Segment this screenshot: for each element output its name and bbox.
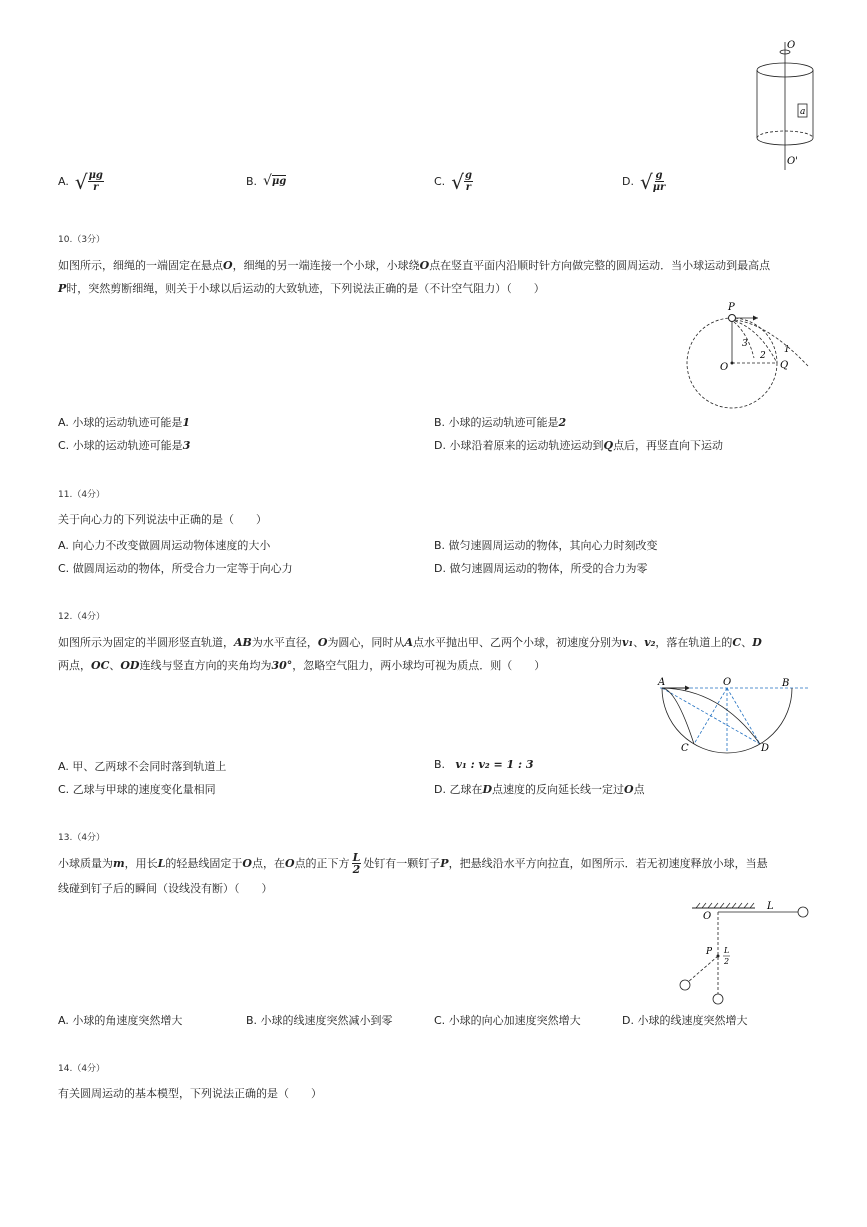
q9-option-b-letter: B. xyxy=(246,174,258,188)
q10-fig-Q: Q xyxy=(780,360,789,371)
q12-l2b: 、 xyxy=(109,659,121,672)
q12-d-text-a: 乙球在 xyxy=(449,783,483,796)
q11-option-b[interactable] xyxy=(434,537,658,553)
q9-option-c-letter: C. xyxy=(434,175,446,188)
q12-v2: v₂ xyxy=(644,636,656,649)
q9-c-num: g xyxy=(464,170,472,181)
q9-option-a[interactable] xyxy=(58,170,104,193)
q12-deg: 30° xyxy=(271,659,293,672)
q13-header xyxy=(58,830,105,843)
q9-option-b[interactable] xyxy=(246,174,286,188)
q10-b-math: 2 xyxy=(558,416,567,429)
q13-s4: 点，在 xyxy=(251,856,285,870)
q10-header xyxy=(58,232,105,245)
q10-circle-figure xyxy=(680,296,815,411)
q12-s3: 为圆心，同时从 xyxy=(327,636,405,649)
q10-a-text: 小球的运动轨迹可能是 xyxy=(72,416,183,429)
q12-b-letter: B. xyxy=(434,758,446,771)
q9-option-d-letter: D. xyxy=(622,175,634,188)
q10-s1: 如图所示，细绳的一端固定在悬点 xyxy=(58,259,223,272)
q12-OD: OD xyxy=(120,659,140,672)
q12-d-text-b: 点速度的反向延长线一定过 xyxy=(492,783,625,796)
q10-c-letter: C. xyxy=(58,439,70,452)
q10-fig-P: P xyxy=(728,302,735,313)
q9-fig-label-top: O xyxy=(787,40,796,51)
q9-a-den: r xyxy=(93,182,99,193)
q14-score: （4分） xyxy=(72,1064,106,1074)
q10-option-a[interactable] xyxy=(58,414,190,430)
q13-stem-line1 xyxy=(58,852,768,875)
q12-OC: OC xyxy=(91,659,110,672)
q12-C: C xyxy=(732,636,742,649)
q14-header xyxy=(58,1061,105,1074)
q11-a-letter: A. xyxy=(58,539,69,552)
q12-s2: 为水平直径， xyxy=(251,636,318,649)
q12-l2d: ，忽略空气阻力，两小球均可视为质点．则（ ） xyxy=(292,659,546,672)
q10-P: P xyxy=(58,282,67,295)
q13-s6: 处钉有一颗钉子 xyxy=(363,856,441,870)
q12-fig-C: C xyxy=(681,743,689,754)
q12-l2c: 连线与竖直方向的夹角均为 xyxy=(139,659,272,672)
q11-d-letter: D. xyxy=(434,562,446,575)
q13-fig-O: O xyxy=(703,911,712,922)
q12-option-d[interactable] xyxy=(434,781,645,797)
q12-s6: 、 xyxy=(741,636,753,649)
q11-d-text: 做匀速圆周运动的物体，所受的合力为零 xyxy=(449,562,648,575)
q9-fig-label-bottom: O' xyxy=(787,156,798,167)
q10-O: O xyxy=(223,259,233,272)
q13-s3: 的轻悬线固定于 xyxy=(165,856,243,870)
q9-a-num: μg xyxy=(88,170,103,181)
q12-header xyxy=(58,609,105,622)
q10-stem-line1 xyxy=(58,255,770,277)
q13-score: （4分） xyxy=(72,833,106,843)
q12-b-math: v₁ : v₂ = 1 : 3 xyxy=(455,758,534,771)
q12-stem-line2 xyxy=(58,655,545,677)
q12-s4: 点水平抛出甲、乙两个小球，初速度分别为 xyxy=(412,636,622,649)
q13-option-c[interactable] xyxy=(434,1012,581,1028)
q12-sep: 、 xyxy=(633,636,645,649)
q12-d-letter: D. xyxy=(434,783,446,796)
q9-c-den: r xyxy=(465,182,472,193)
q11-option-d[interactable] xyxy=(434,560,647,576)
q10-a-math: 1 xyxy=(182,416,190,429)
q12-semicircle-figure xyxy=(650,675,815,755)
q11-c-letter: C. xyxy=(58,562,70,575)
q10-d-text-a: 小球沿着原来的运动轨迹运动到 xyxy=(449,439,604,452)
q12-s5: ，落在轨道上的 xyxy=(655,636,733,649)
q12-a-letter: A. xyxy=(58,760,69,773)
q12-d-m2: O xyxy=(624,783,634,796)
q12-fig-A: A xyxy=(658,677,666,688)
q9-option-d[interactable] xyxy=(622,170,665,193)
q12-c-letter: C. xyxy=(58,783,70,796)
q13-a-letter: A. xyxy=(58,1014,69,1027)
q9-d-den: μr xyxy=(652,182,666,193)
q9-option-a-formula: √ $\frac{\mu g}{r}$ xyxy=(74,169,103,194)
q13-option-d[interactable] xyxy=(622,1012,747,1028)
q9-fig-label-a: a xyxy=(800,107,806,117)
q11-header xyxy=(58,487,105,500)
q12-option-c[interactable] xyxy=(58,781,216,797)
q10-s3: 点在竖直平面内沿顺时针方向做完整的圆周运动．当小球运动到最高点 xyxy=(429,259,771,272)
q10-fig-O: O xyxy=(720,362,729,373)
q11-a-text: 向心力不改变做圆周运动物体速度的大小 xyxy=(72,539,271,552)
q13-s2: ，用长 xyxy=(124,856,158,870)
q10-stem-line2 xyxy=(58,278,545,300)
q10-c-math: 3 xyxy=(182,439,191,452)
q11-b-letter: B. xyxy=(434,539,446,552)
q12-d-m1: D xyxy=(482,783,493,796)
q13-d-text: 小球的线速度突然增大 xyxy=(637,1014,748,1027)
q11-score: （4分） xyxy=(72,490,106,500)
q10-O2: O xyxy=(419,259,430,272)
q11-c-text: 做圆周运动的物体，所受合力一定等于向心力 xyxy=(72,562,293,575)
q13-c-letter: C. xyxy=(434,1014,446,1027)
q12-fig-O: O xyxy=(723,677,732,688)
q12-D: D xyxy=(752,636,762,649)
q9-option-b-formula: √ μg xyxy=(263,173,287,189)
q10-fig-3: 3 xyxy=(742,339,748,349)
q10-b-letter: B. xyxy=(434,416,446,429)
q12-score: （4分） xyxy=(72,612,106,622)
q11-b-text: 做匀速圆周运动的物体，其向心力时刻改变 xyxy=(448,539,658,552)
q13-m: m xyxy=(113,856,125,870)
q13-d-letter: D. xyxy=(622,1014,634,1027)
q10-option-d[interactable] xyxy=(434,437,723,453)
q12-option-b[interactable] xyxy=(434,758,534,771)
q10-b-text: 小球的运动轨迹可能是 xyxy=(448,416,559,429)
q13-option-a[interactable] xyxy=(58,1012,182,1028)
q13-O: O xyxy=(242,856,252,870)
q13-option-b[interactable] xyxy=(246,1012,393,1028)
q13-fig-half-den: 2 xyxy=(724,957,730,966)
q11-number: 11. xyxy=(58,490,73,500)
q13-s5: 点的正下方 xyxy=(294,856,350,870)
q13-frac-den: 2 xyxy=(352,863,361,876)
q10-fig-1: 1 xyxy=(784,345,790,355)
q12-d-text-c: 点 xyxy=(633,783,645,796)
q12-stem-line1 xyxy=(58,632,762,654)
q13-O2: O xyxy=(284,856,295,870)
q10-d-letter: D. xyxy=(434,439,446,452)
q9-option-d-formula: √ $\frac{g}{\mu r}$ xyxy=(639,169,666,194)
q12-c-text: 乙球与甲球的速度变化量相同 xyxy=(72,783,216,796)
q13-fig-half-num: L xyxy=(724,946,730,955)
q13-fig-L: L xyxy=(767,901,774,912)
q9-b-radicand: μg xyxy=(271,176,287,187)
q10-c-text: 小球的运动轨迹可能是 xyxy=(72,439,183,452)
q10-s4: 时，突然剪断细绳，则关于小球以后运动的大致轨迹，下列说法正确的是（不计空气阻力）（ ） xyxy=(66,282,545,295)
q12-s1: 如图所示为固定的半圆形竖直轨道， xyxy=(58,636,234,649)
q13-a-text: 小球的角速度突然增大 xyxy=(72,1014,183,1027)
q10-a-letter: A. xyxy=(58,416,69,429)
q13-c-text: 小球的向心加速度突然增大 xyxy=(448,1014,581,1027)
q11-option-a[interactable] xyxy=(58,537,270,553)
q14-number: 14. xyxy=(58,1064,73,1074)
q9-d-num: g xyxy=(655,170,663,181)
q10-number: 10. xyxy=(58,235,73,245)
q10-s2: ，细绳的另一端连接一个小球，小球绕 xyxy=(232,259,420,272)
q13-pendulum-figure xyxy=(670,896,815,1008)
q14-stem: 有关圆周运动的基本模型，下列说法正确的是（ ） xyxy=(58,1087,322,1100)
q10-fig-2: 2 xyxy=(760,351,766,361)
q12-v1: v₁ xyxy=(621,636,634,649)
q11-option-c[interactable] xyxy=(58,560,293,576)
q13-number: 13. xyxy=(58,833,73,843)
q13-stem-line2: 线碰到钉子后的瞬间（设线没有断）（ ） xyxy=(58,882,273,895)
q12-A: A xyxy=(404,636,413,649)
q9-option-c-formula: √ $\frac{g}{r}$ xyxy=(451,169,472,194)
q12-fig-D: D xyxy=(761,743,770,754)
q13-s1: 小球质量为 xyxy=(58,856,113,870)
q13-s7: ，把悬线沿水平方向拉直，如图所示．若无初速度释放小球，当悬 xyxy=(448,856,768,870)
q13-fraction xyxy=(352,852,362,875)
q12-fig-B: B xyxy=(782,678,790,689)
q13-b-text: 小球的线速度突然减小到零 xyxy=(260,1014,393,1027)
q13-P: P xyxy=(440,856,449,870)
q12-AB: AB xyxy=(234,636,252,649)
q13-L: L xyxy=(157,856,166,870)
q10-score: （3分） xyxy=(72,235,106,245)
q11-stem: 关于向心力的下列说法中正确的是（ ） xyxy=(58,513,267,526)
q9-option-c[interactable] xyxy=(434,170,473,193)
q12-number: 12. xyxy=(58,612,73,622)
q13-fig-P: P xyxy=(706,947,713,957)
q10-d-text-b: 点后，再竖直向下运动 xyxy=(613,439,724,452)
q9-cylinder-figure xyxy=(745,38,825,173)
q12-option-a[interactable] xyxy=(58,758,226,774)
q9-option-a-letter: A. xyxy=(58,175,69,188)
q13-b-letter: B. xyxy=(246,1014,258,1027)
q12-a-text: 甲、乙两球不会同时落到轨道上 xyxy=(72,760,227,773)
q13-frac-num: L xyxy=(352,851,361,864)
q12-l2a: 两点， xyxy=(58,659,91,672)
q10-option-b[interactable] xyxy=(434,414,566,430)
q10-option-c[interactable] xyxy=(58,437,190,453)
q12-O: O xyxy=(317,636,328,649)
q10-d-math: Q xyxy=(603,439,614,452)
